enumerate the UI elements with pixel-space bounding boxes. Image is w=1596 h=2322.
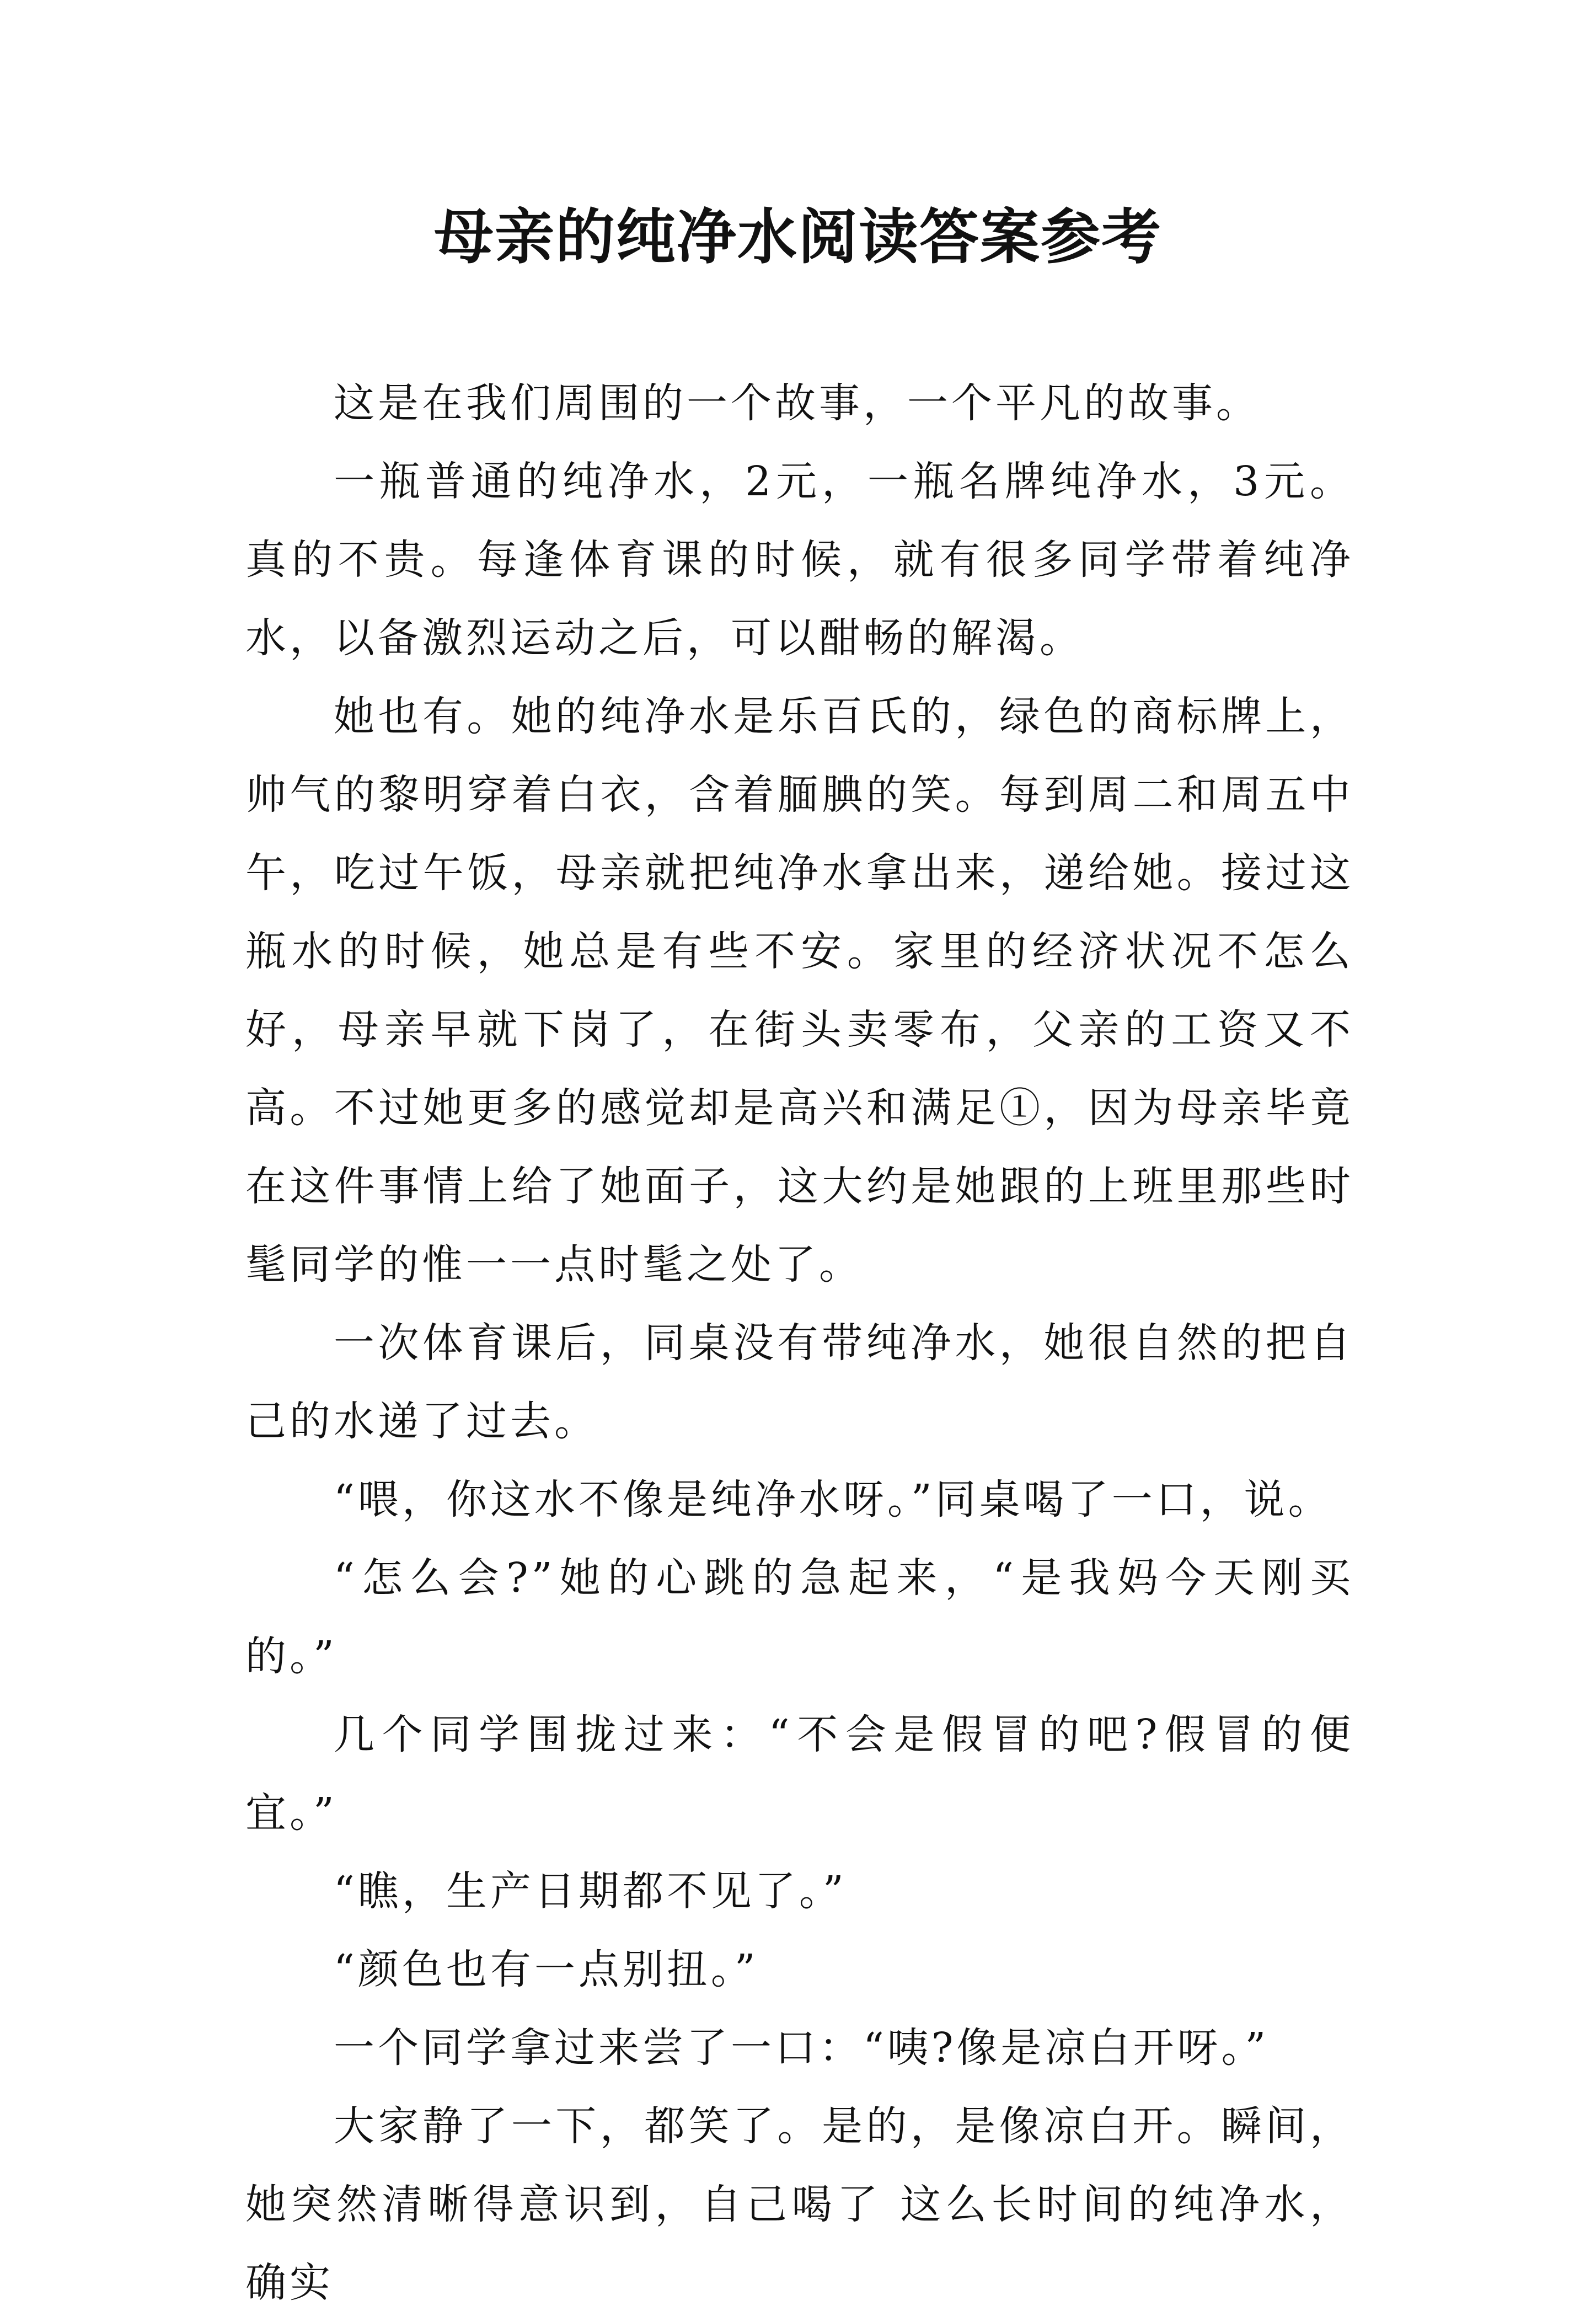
- paragraph: “瞧，生产日期都不见了。”: [334, 1868, 847, 1915]
- paragraph: 大家静了一下，都笑了。是的，是像凉白开。瞬间，她突然清晰得意识到，自己喝了 这么长时间的纯净水，确实: [245, 2102, 1354, 2307]
- page-title: 母亲的纯净水阅读答案参考: [433, 202, 1162, 272]
- article-body: [245, 364, 1354, 2322]
- paragraph: “喂，你这水不像是纯净水呀。”同桌喝了一口，说。: [334, 1476, 1332, 1523]
- paragraph: 一次体育课后，同桌没有带纯净水，她很自然的把自己的水递了过去。: [245, 1319, 1354, 1445]
- paragraph: 一个同学拿过来尝了一口：“咦?像是凉白开呀。”: [334, 2024, 1270, 2072]
- paragraph: 几个同学围拢过来：“不会是假冒的吧?假冒的便宜。”: [245, 1711, 1354, 1837]
- paragraph: 这是在我们周围的一个故事，一个平凡的故事。: [334, 379, 1260, 427]
- paragraph: 她也有。她的纯净水是乐百氏的，绿色的商标牌上，帅气的黎明穿着白衣，含着腼腆的笑。每到周二和周五中午，吃过午饭，母亲就把纯净水拿出来，递给她。接过这瓶水的时候，她总是有些不安。家里的经济状况不怎么好，母亲早就下岗了，在街头卖零布，父亲的工资又不高。不过她更多的感觉却是高兴和满足①，因为母亲毕竟在这件事情上给了她面子，这大约是她跟的上班里那些时髦同学的惟一一点时髦之处了。: [245, 693, 1354, 1288]
- paragraph: “怎么会?”她的心跳的急起来，“是我妈今天刚买的。”: [245, 1554, 1354, 1680]
- paragraph: 一瓶普通的纯净水，2元，一瓶名牌纯净水，3元。真的不贵。每逢体育课的时候，就有很多同学带着纯净水，以备激烈运动之后，可以酣畅的解渴。: [245, 458, 1354, 662]
- paragraph: “颜色也有一点别扭。”: [334, 1946, 759, 1993]
